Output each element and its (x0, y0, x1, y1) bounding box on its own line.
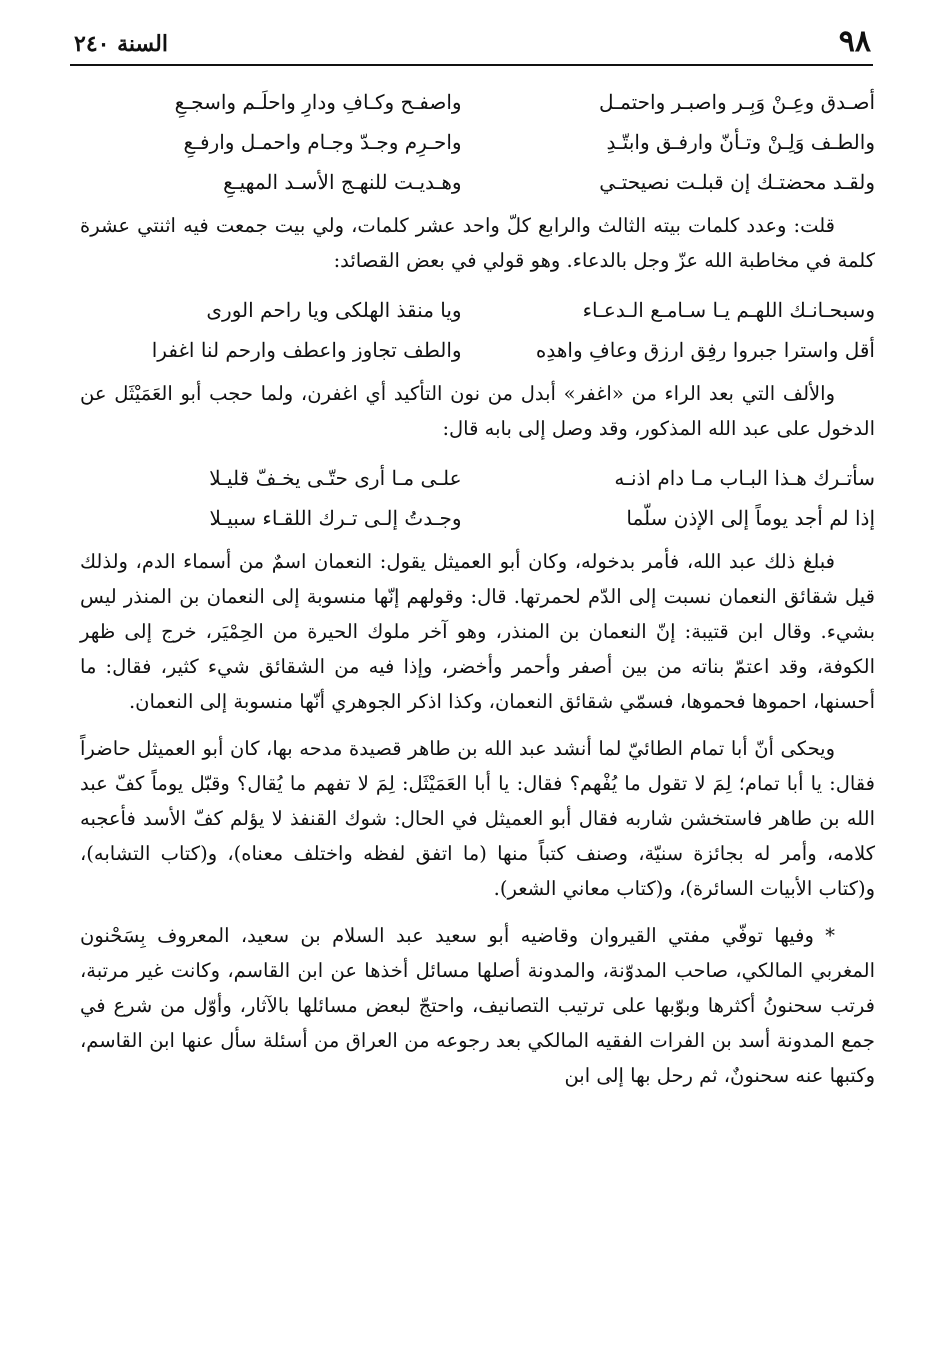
verse (80, 122, 875, 162)
paragraph: ويحكى أنّ أبا تمام الطائيّ لما أنشد عبد الله بن طاهر قصيدة مدحه بها، كان أبو العميثل حاضراً فقال: يا أبا تمام؛ لِمَ لا تقول ما يُفْهم؟ فقال: يا أبا العَمَيْثَل: لِمَ لا تفهم ما يُقال؟ وقبّل يوماً كفّ عبد الله بن طاهر فاستخشن شاربه فقال أبو العميثل في الحال: شوك القنفذ لا يؤلم كفّ الأسد فأعجبه كلامه، وأمر له بجائزة سنيّة، وصنف كتباً منها (ما اتفق لفظه واختلف معناه)، و(كتاب التشابه)، و(كتاب الأبيات السائرة)، و(كتاب معاني الشعر). (80, 737, 875, 900)
verse-second-hemistich: ويا منقذ الهلكى ويا راحم الورى (206, 298, 462, 322)
verse-second-hemistich: علـى مـا أرى حتّـى يخـفّ قليـلا (209, 466, 462, 490)
poem-block (80, 290, 875, 370)
verse-first-hemistich: وسبحـانـك اللهـم يـا سـامـع الـدعـاء (582, 298, 875, 322)
verse (80, 162, 875, 202)
verse-first-hemistich: والطـف وَلِـنْ وتـأنّ وارفـق وابتّـدِ (606, 130, 875, 154)
verse-second-hemistich: واصفـح وكـافِ ودارِ واحلَـم واسجـعِ (174, 90, 462, 114)
poem-block (80, 82, 875, 202)
paragraph: والألف التي بعد الراء من «اغفر» أبدل من نون التأكيد أي اغفرن، ولما حجب أبو العَمَيْثَل عن الدخول على عبد الله المذكور، وقد وصل إلى بابه قال: (80, 382, 875, 440)
verse-first-hemistich: أصـدق وعِـنْ وَبِـر واصبـر واحتمـل (599, 90, 875, 114)
page-number: ٩٨ (838, 24, 871, 59)
paragraph: * وفيها توفّي مفتي القيروان وقاضيه أبو سعيد عبد السلام بن سعيد، المعروف بِسَحْنون المغربي المالكي، صاحب المدوّنة، والمدونة أصلها مسائل أخذها عن ابن القاسم، وكانت غير مرتبة، فرتب سحنونُ أكثرها وبوّبها على ترتيب التصانيف، واحتجّ لبعض مسائلها بالآثار، وأوّل من شرع في جمع المدونة أسد بن الفرات الفقيه المالكي بعد رجوعه من العراق من أسئلة سأل عنها ابن القاسم، وكتبها عنه سحنونٌ، ثم رحل بها إلى ابن (80, 924, 875, 1087)
paragraph: فبلغ ذلك عبد الله، فأمر بدخوله، وكان أبو العميثل يقول: النعمان اسمٌ من أسماء الدم، ولذلك قيل شقائق النعمان نسبت إلى الدّم لحمرتها. قال: وقولهم إنّها منسوبة إلى النعمان بن المنذر ليس بشيء. وقال ابن قتيبة: إنّ النعمان بن المنذر، وهو آخر ملوك الحيرة من الحِمْيَر، خرج إلى ظهر الكوفة، وقد اعتمّ بناته من بين أصفر وأحمر وأخضر، وإذا فيه من الشقائق شيء كثير، فقال: ما أحسنها، احموها فحموها، فسمّي شقائق النعمان، وكذا اذكر الجوهري أنّها منسوبة إلى النعمان. (80, 550, 875, 713)
verse (80, 498, 875, 538)
year-heading: السنة ٢٤٠ (74, 31, 168, 57)
poem-block (80, 458, 875, 538)
verse (80, 330, 875, 370)
verse (80, 290, 875, 330)
paragraph: قلت: وعدد كلمات بيته الثالث والرابع كلّ واحد عشر كلمات، ولي بيت جمعت فيه اثنتي عشرة كلمة في مخاطبة الله عزّ وجل بالدعاء. وهو قولي في بعض القصائد: (80, 214, 875, 272)
verse-second-hemistich: وجـدتُ إلـى تـرك اللقـاء سبيـلا (209, 506, 462, 530)
verse (80, 82, 875, 122)
page-header (70, 24, 873, 66)
verse-first-hemistich: أقل واسترا جبروا رفِق ارزق وعافِ واهدِه (535, 338, 875, 362)
page-body (80, 82, 875, 1105)
verse-second-hemistich: وهـديـت للنهـج الأسـد المهيـعِ (223, 170, 462, 194)
verse-first-hemistich: إذا لم أجد يوماً إلى الإذن سلّما (626, 506, 875, 530)
verse-first-hemistich: ولقـد محضتـك إن قبلـت نصيحتـي (599, 170, 875, 194)
verse-first-hemistich: سأتـرك هـذا البـاب مـا دام اذنـه (614, 466, 875, 490)
verse-second-hemistich: والطف تجاوز واعطف وارحم لنا اغفرا (151, 338, 462, 362)
verse-second-hemistich: واحـرِم وجـدّ وجـام واحمـل وارفـعِ (183, 130, 462, 154)
verse (80, 458, 875, 498)
